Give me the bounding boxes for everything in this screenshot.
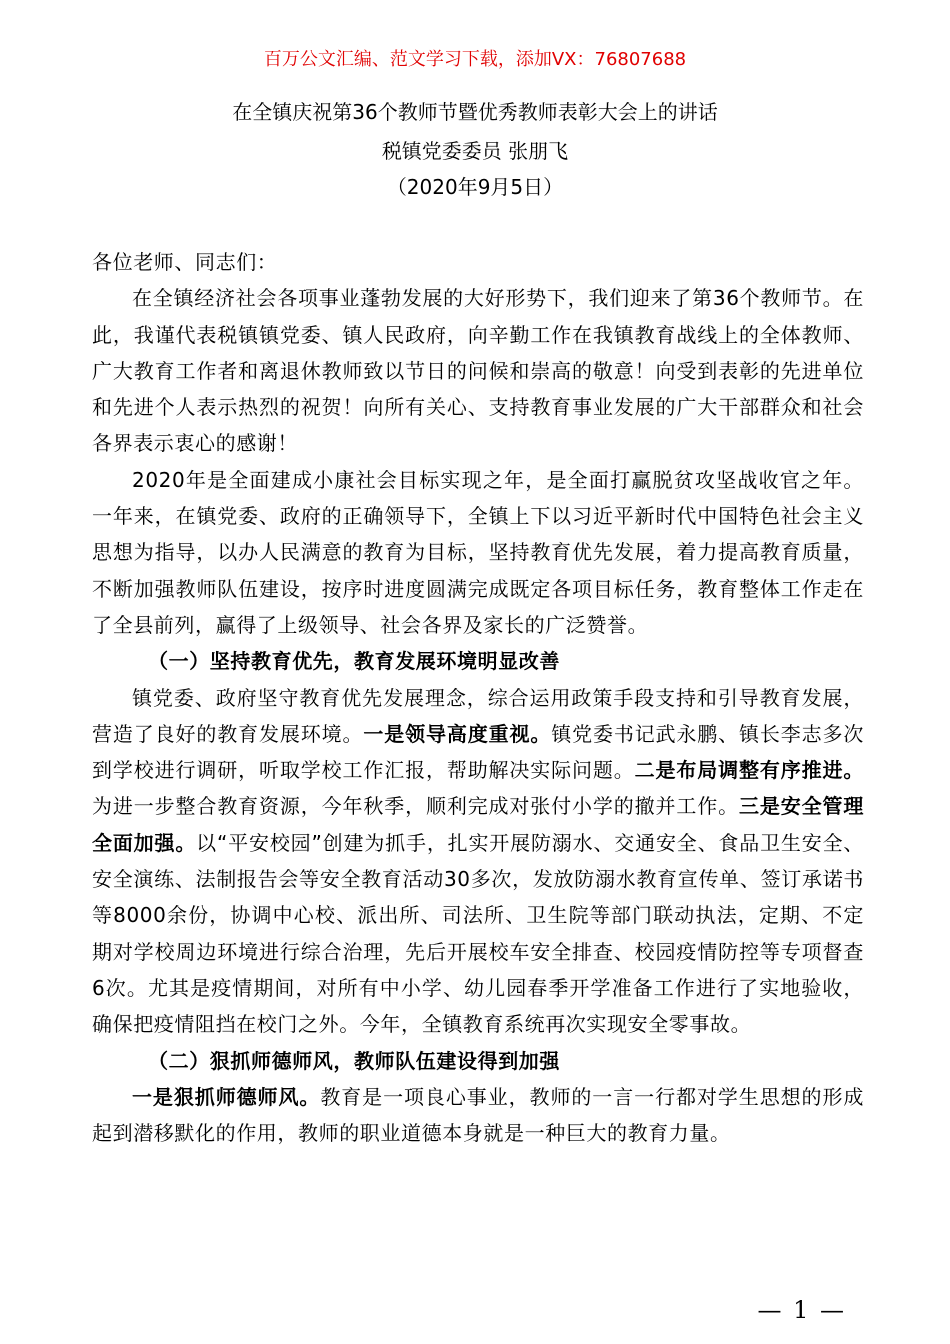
bold-run: 一是狠抓师德师风。 (132, 1084, 321, 1109)
bold-run: 二是布局调整有序推进。 (634, 758, 864, 783)
text-run: 教育是一项良心事业，教师的一言一行都对学生思想的形成起到潜移默化的作用，教师的职业道德本身就是一种巨大的教育力量。 (92, 1084, 864, 1146)
section-heading-1: （一）坚持教育优先，教育发展环境明显改善 (148, 649, 560, 674)
salutation: 各位老师、同志们： (92, 250, 278, 274)
date-line: （2020年9月5日） (386, 175, 564, 199)
paragraph-overview: 2020年是全面建成小康社会目标实现之年，是全面打赢脱贫攻坚战收官之年。一年来，在镇党委、政府的正确领导下，全镇上下以习近平新时代中国特色社会主义思想为指导，以办人民满意的教育为目标，坚持教育优先发展，着力提高教育质量，不断加强教师队伍建设，按序时进度圆满完成既定各项目标任务，教育整体工作走在了全县前列，赢得了上级领导、社会各界及家长的广泛赞誉。 (92, 467, 864, 637)
document-body (92, 244, 864, 1151)
text-run: 镇党委书记武永鹏、镇长李志多次到学校进行调研，听取学校工作汇报，帮助解决实际问题。 (92, 721, 865, 783)
paragraph-section-1 (92, 680, 864, 1043)
text-run: 镇党委、政府坚守教育优先发展理念，综合运用政策手段支持和引导教育发展，营造了良好的教育发展环境。 (92, 685, 864, 746)
bold-run: 一是领导高度重视。 (363, 721, 552, 746)
paragraph-section-2 (92, 1079, 864, 1152)
page-number: — 1 — (757, 1296, 846, 1324)
paragraph-intro: 在全镇经济社会各项事业蓬勃发展的大好形势下，我们迎来了第36个教师节。在此，我谨代表税镇镇党委、镇人民政府，向辛勤工作在我镇教育战线上的全体教师、广大教育工作者和离退休教师致以节日的问候和崇高的敬意！向受到表彰的先进单位和先进个人表示热烈的祝贺！向所有关心、支持教育事业发展的广大干部群众和社会各界表示衷心的感谢！ (92, 286, 864, 456)
watermark-banner: 百万公文汇编、范文学习下载，添加VX：76807688 (263, 49, 687, 70)
bold-run: 三是安全管理全面加强。 (92, 794, 864, 855)
author-line: 税镇党委委员 张朋飞 (381, 139, 569, 163)
document-title: 在全镇庆祝第36个教师节暨优秀教师表彰大会上的讲话 (232, 100, 718, 124)
text-run: 为进一步整合教育资源，今年秋季，顺利完成对张付小学的撤并工作。 (92, 794, 740, 819)
section-heading-2: （二）狠抓师德师风，教师队伍建设得到加强 (148, 1048, 560, 1073)
text-run: 以“平安校园”创建为抓手，扎实开展防溺水、交通安全、食品卫生安全、安全演练、法制报告会等安全教育活动30多次，发放防溺水教育宣传单、签订承诺书等8000余份，协调中心校、派出所、司法所、卫生院等部门联动执法，定期、不定期对学校周边环境进行综合治理，先后开展校车安全排查、校园疫情防控等专项督查6次。尤其是疫情期间，对所有中小学、幼儿园春季开学准备工作进行了实地验收，确保把疫情阻挡在校门之外。今年，全镇教育系统再次实现安全零事故。 (92, 830, 865, 1037)
